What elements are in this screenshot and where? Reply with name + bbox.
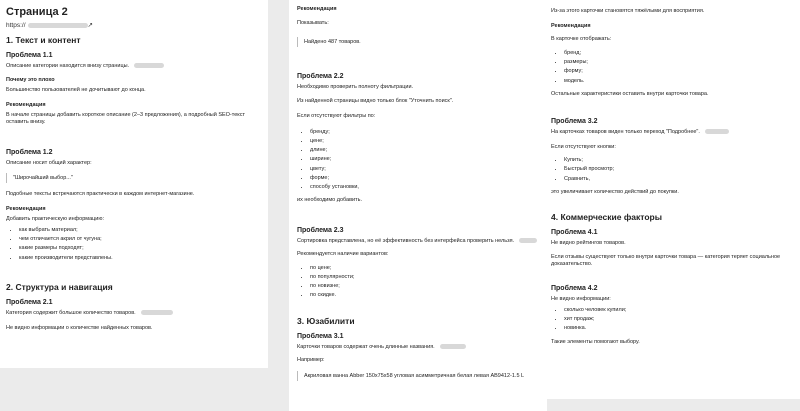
problem-2-2	[297, 73, 547, 204]
problem-desc: Карточки товаров содержат очень длинные названия.	[297, 344, 547, 351]
problem-after: их необходимо добавить.	[297, 197, 363, 204]
problem-title: Проблема 2.1	[6, 298, 53, 306]
section-heading-commercial: 4. Коммерческие факторы	[551, 212, 662, 223]
problem-3-2	[551, 118, 800, 196]
page-column-2	[289, 0, 547, 411]
problem-desc: Из найденной страницы видно только блок "Уточнить поиск".	[297, 97, 454, 104]
problem-desc: Категория содержит большое количество товаров.	[6, 310, 268, 317]
problem-desc: Описание категории находится внизу страницы.	[6, 63, 268, 70]
example-heading: Например:	[297, 357, 325, 364]
problem-title: Проблема 3.1	[297, 332, 344, 340]
problem-desc: Необходимо проверить полноту фильтрации.	[297, 84, 414, 91]
page-title: Страница 2	[6, 6, 68, 18]
quote-block: "Широчайший выбор..."	[6, 173, 268, 183]
list-item: • по скидке.	[310, 292, 547, 299]
page-url[interactable]	[6, 21, 268, 29]
external-link-icon: ↗	[87, 22, 93, 29]
problem-4-2	[551, 285, 800, 347]
example-quote: Акриловая ванна Abber 150x75x58 угловая асимметричная белая левая AB9412-1.5 L	[297, 371, 547, 381]
rec-heading: Рекомендация	[551, 23, 591, 30]
list-item: • размеры;	[564, 59, 800, 66]
list-item: • цвету;	[310, 166, 547, 173]
list-item: • как выбрать материал;	[19, 227, 268, 234]
list-item: • бренду;	[310, 129, 547, 136]
list-item: • новинка.	[564, 325, 800, 332]
list-item: • бренд;	[564, 50, 800, 57]
problem-desc: Описание носит общий характер:	[6, 159, 92, 166]
quote-block: Найдено 487 товаров.	[297, 37, 547, 47]
list-item: • Быстрый просмотр;	[564, 166, 800, 173]
list-item: • по новизне;	[310, 283, 547, 290]
problem-note: Если отзывы существуют только внутри карточки товара — категория теряет социальное доказательство.	[551, 253, 781, 268]
rec-text: Добавить практическую информацию:	[6, 215, 105, 222]
problem-title: Проблема 2.3	[297, 226, 344, 234]
continued-text: Из-за этого карточки становятся тяжёлыми для восприятия.	[551, 8, 705, 14]
rec-list	[6, 227, 268, 262]
page-column-1	[0, 0, 268, 368]
card-fields-list	[551, 50, 800, 85]
redacted-link	[440, 344, 466, 349]
rec-heading: Рекомендация	[6, 101, 46, 108]
why-text: Большинство пользователей не дочитывают до конца.	[6, 87, 146, 94]
sort-list	[297, 265, 547, 300]
list-item: • какие производители представлены.	[19, 255, 268, 262]
rec-text: Рекомендуется наличие вариантов:	[297, 251, 389, 258]
rec-text: В начале страницы добавить короткое описание (2–3 предложения), а подробный SEO-текст оставить внизу.	[6, 111, 246, 126]
list-item: • Купить;	[564, 157, 800, 164]
problem-3-1	[297, 333, 547, 381]
problem-1-1	[6, 52, 268, 127]
list-item: • способу установки,	[310, 184, 547, 191]
list-item: • по цене;	[310, 265, 547, 272]
problem-title: Проблема 4.2	[551, 284, 598, 292]
list-item: • по популярности;	[310, 274, 547, 281]
url-redacted	[28, 23, 88, 28]
problem-title: Проблема 1.1	[6, 52, 53, 59]
list-item: • какие размеры подходят;	[19, 245, 268, 252]
problem-note: Подобные тексты встречаются практически в каждом интернет-магазине.	[6, 191, 195, 198]
problem-title: Проблема 2.2	[297, 73, 344, 81]
filter-list	[297, 129, 547, 192]
list-item: • модель.	[564, 78, 800, 85]
problem-note: Не видно информации о количестве найденных товаров.	[6, 325, 153, 332]
problem-after: Такие элементы помогают выбору.	[551, 338, 640, 345]
buttons-list	[551, 157, 800, 183]
rec-text: Показывать:	[297, 20, 329, 26]
problem-desc: Если отсутствуют фильтры по:	[297, 113, 376, 120]
problem-desc: На карточках товаров виден только переход "Подробнее".	[551, 129, 800, 136]
list-item: • сколько человек купили;	[564, 307, 800, 314]
list-item: • ширине;	[310, 156, 547, 163]
list-item: • форму;	[564, 68, 800, 75]
problem-4-1	[551, 229, 800, 268]
list-item: • Сравнить,	[564, 176, 800, 183]
section-heading-structure: 2. Структура и навигация	[6, 281, 113, 292]
info-list	[551, 307, 800, 333]
list-item: • длине;	[310, 147, 547, 154]
problem-1-2	[6, 149, 268, 262]
problem-after: это увеличивает количество действий до покупки.	[551, 188, 679, 195]
redacted-link	[141, 310, 173, 315]
problem-desc: Не видно информации:	[551, 295, 611, 302]
list-item: • чем отличается акрил от чугуна;	[19, 236, 268, 243]
rec-rest: Остальные характеристики оставить внутри карточки товара.	[551, 90, 709, 97]
problem-desc: Сортировка представлена, но её эффективность без интерфейса проверить нельзя.	[297, 238, 547, 245]
rec-heading: Рекомендация	[6, 205, 46, 212]
redacted-link	[705, 129, 729, 134]
section-heading-text: 1. Текст и контент	[6, 35, 81, 45]
problem-desc: Не видно рейтингов товаров.	[551, 240, 626, 247]
list-item: • форме;	[310, 175, 547, 182]
rec-heading: Рекомендация	[297, 6, 337, 12]
problem-title: Проблема 4.1	[551, 229, 598, 237]
problem-2-3	[297, 227, 547, 300]
problem-title: Проблема 3.2	[551, 118, 598, 126]
redacted-link	[519, 238, 537, 243]
why-heading: Почему это плохо	[6, 77, 55, 84]
problem-missing: Если отсутствуют кнопки:	[551, 143, 616, 150]
url-text: https://	[6, 22, 26, 29]
problem-2-1	[6, 299, 268, 333]
page-column-3	[547, 0, 800, 399]
list-item: • цене;	[310, 138, 547, 145]
problem-title: Проблема 1.2	[6, 148, 53, 156]
section-heading-usability: 3. Юзабилити	[297, 315, 355, 326]
list-item: • хит продаж;	[564, 316, 800, 323]
rec-text: В карточке отображать:	[551, 36, 612, 43]
redacted-link	[134, 63, 164, 68]
